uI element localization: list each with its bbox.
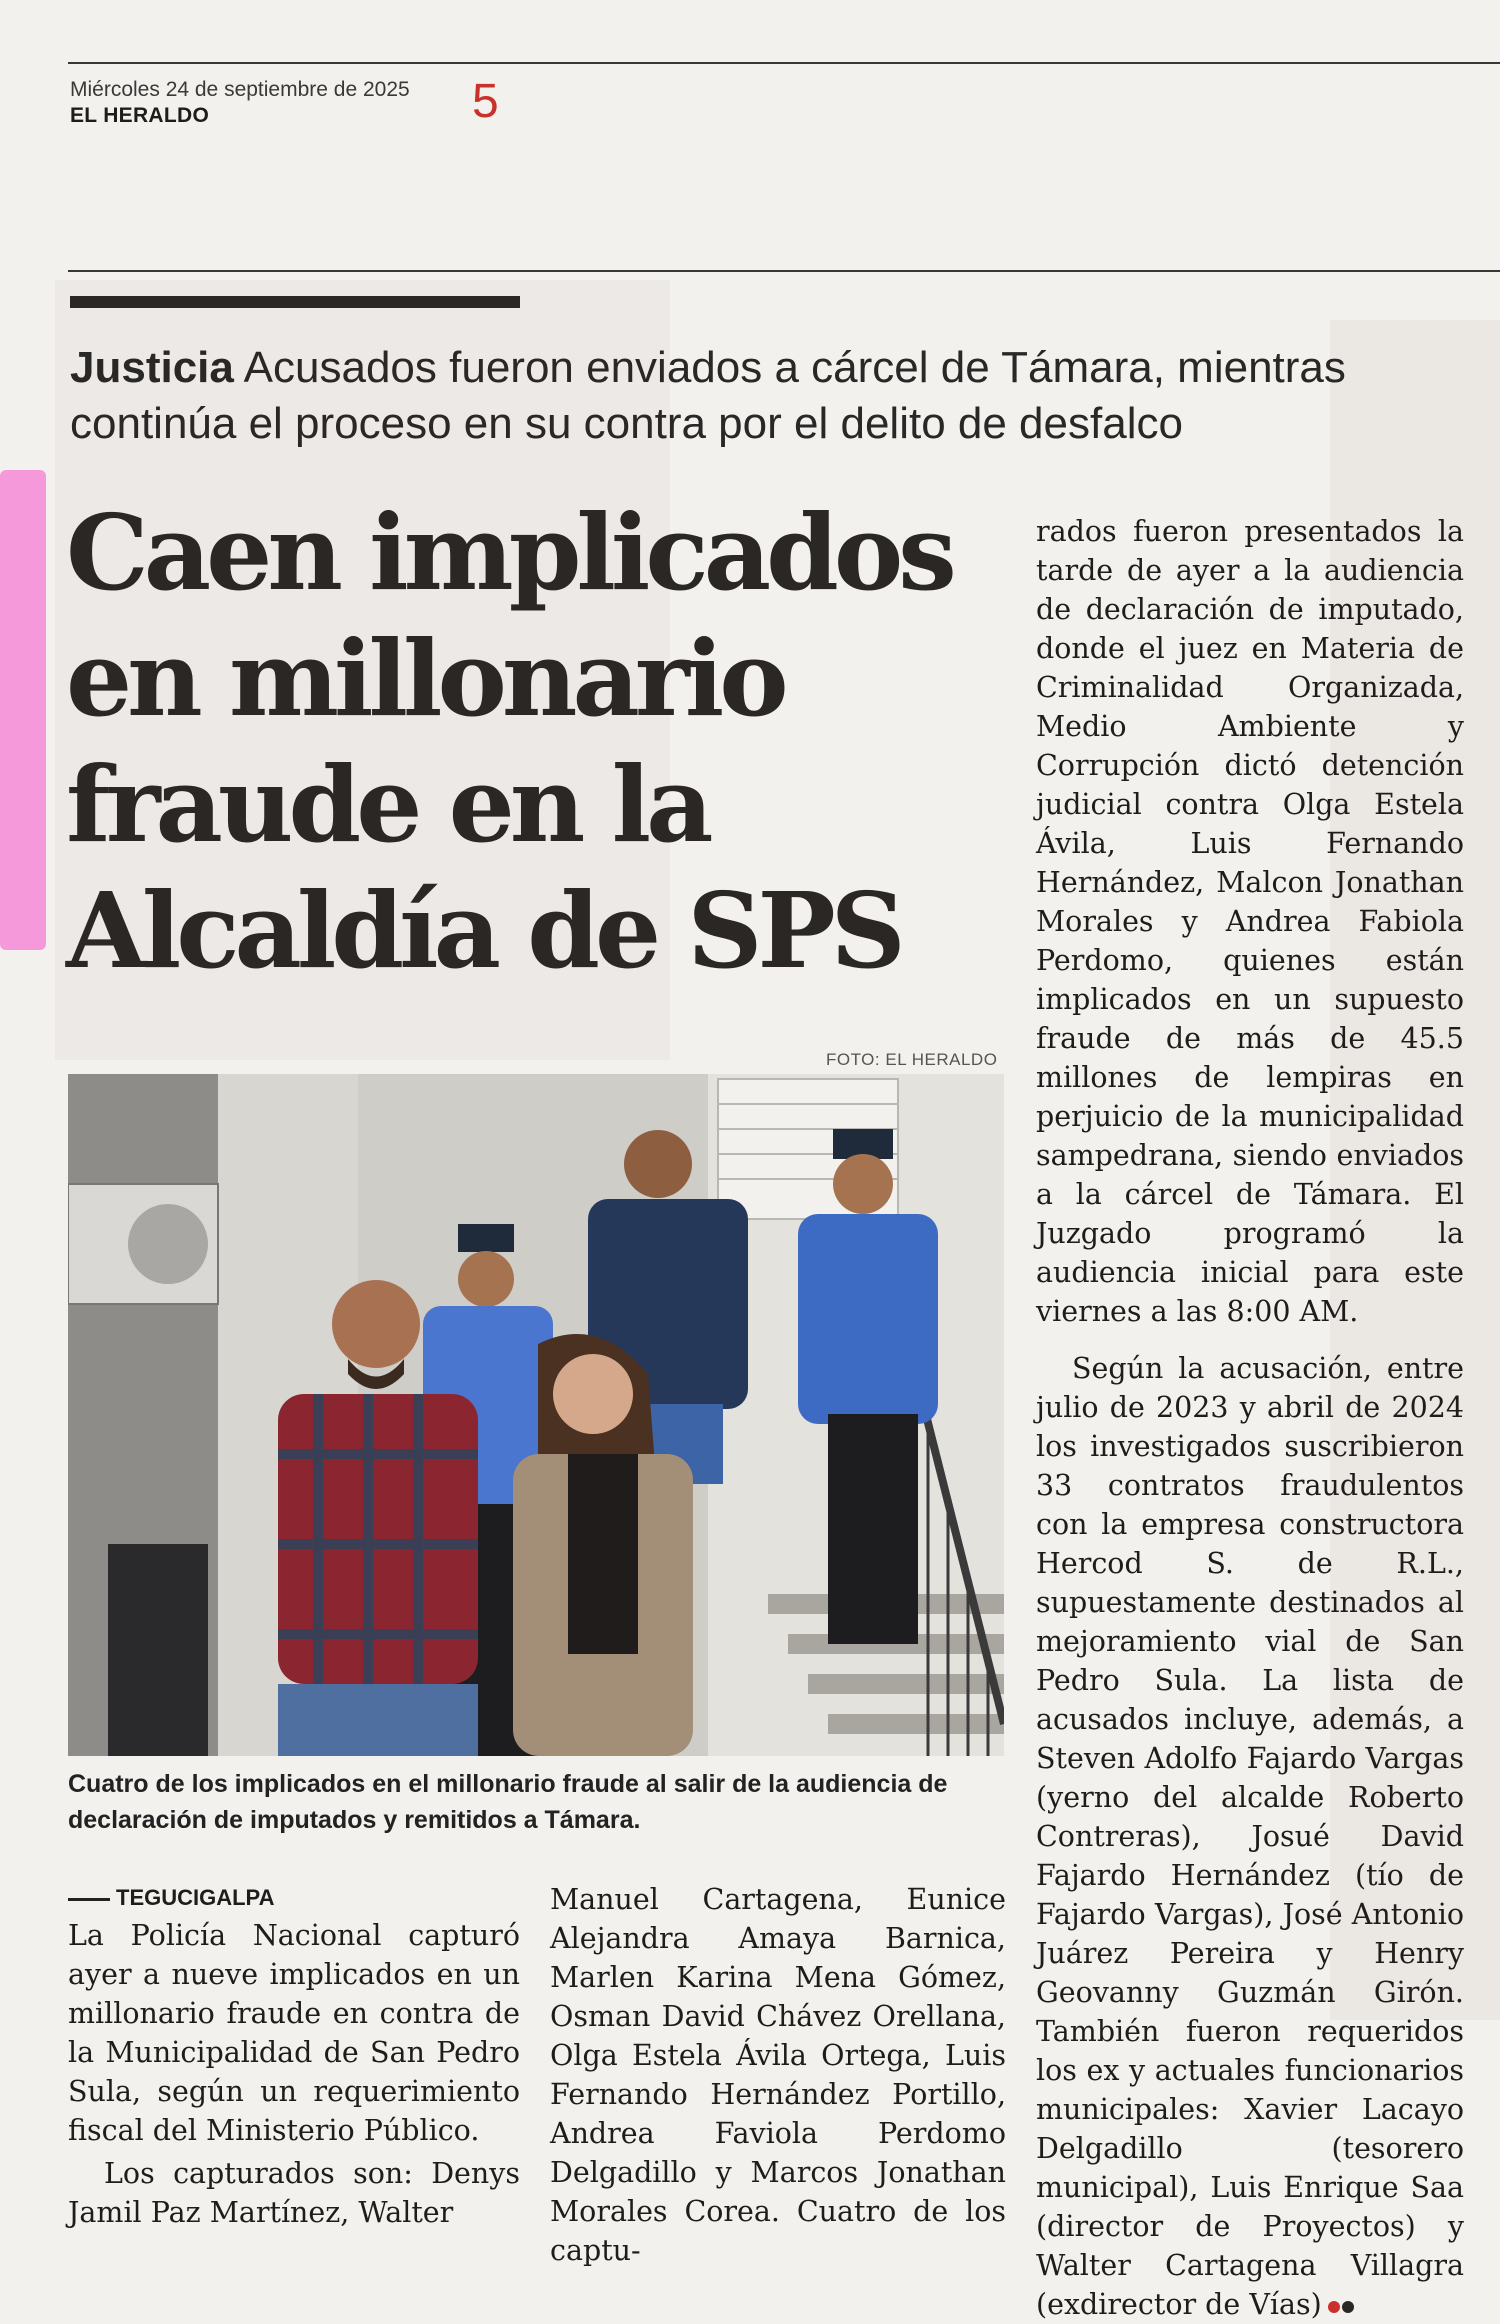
article-column-1 (68, 1880, 520, 2232)
paragraph-2-continued: Manuel Cartagena, Eunice Alejandra Amaya Barnica, Marlen Karina Mena Gómez, Osman David Chávez Orellana, Olga Estela Ávila Ortega, Luis Fernando Hernández Portillo, Andrea Faviola Perdomo Delgadillo y Marcos Jonathan Morales Corea. Cuatro de los captu- (550, 1883, 1006, 2267)
headline-line-1: Caen implicados (66, 491, 952, 614)
photo-credit: FOTO: EL HERALDO (826, 1050, 998, 1069)
headline-line-4: Alcaldía de SPS (66, 869, 901, 992)
dateline-city: TEGUCIGALPA (116, 1885, 275, 1910)
paragraph-4 (1036, 1349, 1464, 2324)
headline-line-2: en millonario (66, 617, 784, 740)
headline (66, 490, 1026, 994)
end-mark-dot-icon (1342, 2301, 1354, 2313)
kicker (70, 340, 1470, 452)
end-mark-icon (1328, 2301, 1340, 2313)
paragraph-3: rados fueron presentados la tarde de ayer a la audiencia de declaración de imputado, donde el juez en Materia de Criminalidad Organizada, Medio Ambiente y Corrupción dictó detención judicial contra Olga Estela Ávila, Luis Fernando Hernández, Malcon Jonathan Morales y Andrea Fabiola Perdomo, quienes están implicados en un supuesto fraude de más de 45.5 millones de lempiras en perjuicio de la municipalidad sampedrana, siendo enviados a la cárcel de Támara. El Juzgado programó la audiencia inicial para este viernes a las 8:00 AM. (1036, 515, 1464, 1328)
page-number: 5 (472, 75, 499, 128)
paragraph-4-text: Según la acusación, entre julio de 2023 y abril de 2024 los investigados suscribieron 33 contratos fraudulentos con la empresa constructora Hercod S. de R.L., supuestamente destinados al mejoramiento vial de San Pedro Sula. La lista de acusados incluye, además, a Steven Adolfo Fajardo Vargas (yerno del alcalde Roberto Contreras), Josué David Fajardo Hernández (tío de Fajardo Vargas), José Antonio Juárez Pereira y Henry Geovanny Guzmán Girón. También fueron requeridos los ex y actuales funcionarios municipales: Xavier Lacayo Delgadillo (tesorero municipal), Luis Enrique Saa (director de Proyectos) y Walter Cartagena Villagra (exdirector de Vías) (1036, 1352, 1464, 2321)
top-rule (68, 62, 1500, 64)
issue-date: Miércoles 24 de septiembre de 2025 (70, 78, 410, 101)
article-column-3 (1036, 512, 1464, 2324)
headline-line-3: fraude en la (66, 743, 709, 866)
kicker-bar (70, 296, 520, 308)
photo-illustration (68, 1074, 1004, 1756)
kicker-section: Justicia (70, 343, 234, 392)
dateline-dash (68, 1898, 110, 1901)
dateline (68, 1880, 520, 1916)
article-column-2 (550, 1880, 1006, 2270)
paragraph-2: Los capturados son: Denys Jamil Paz Martínez, Walter (68, 2157, 520, 2229)
paragraph-1: La Policía Nacional capturó ayer a nueve implicados en un millonario fraude en contra de la Municipalidad de San Pedro Sula, según un requerimiento fiscal del Ministerio Público. (68, 1919, 520, 2147)
news-photo (68, 1074, 1004, 1756)
kicker-text: Acusados fueron enviados a cárcel de Támara, mientras continúa el proceso en su contra por el delito de desfalco (70, 343, 1346, 448)
section-rule (68, 270, 1500, 272)
highlighter-mark (0, 470, 46, 950)
newspaper-name: EL HERALDO (70, 104, 210, 127)
photo-caption: Cuatro de los implicados en el millonario fraude al salir de la audiencia de declaración de imputados y remitidos a Támara. (68, 1770, 948, 1834)
